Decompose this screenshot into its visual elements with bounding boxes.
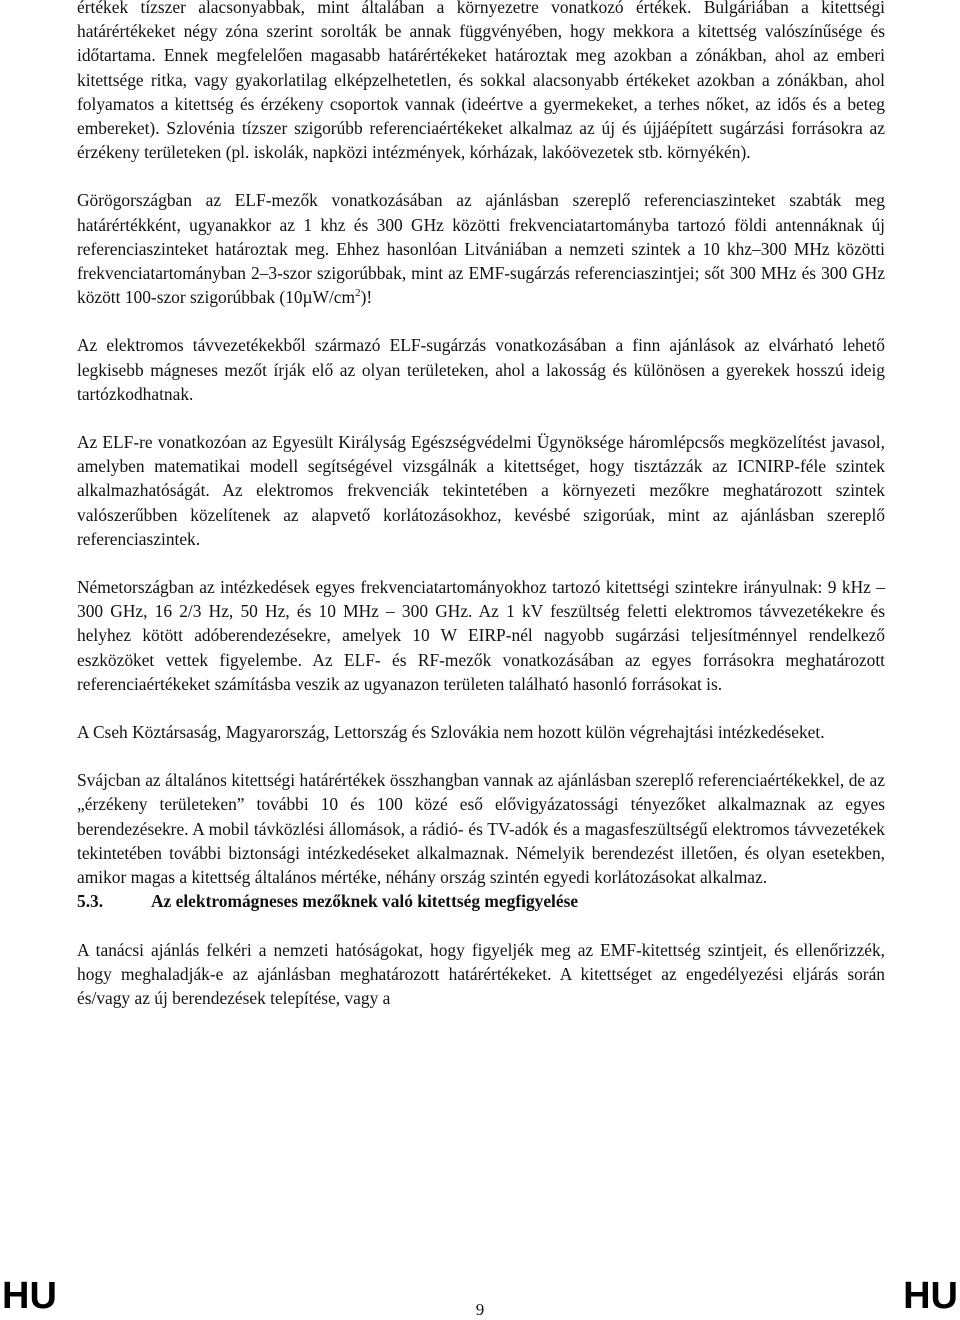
paragraph-united-kingdom: Az ELF-re vonatkozóan az Egyesült Királyság Egészségvédelmi Ügynöksége háromlépcsős megközelítést javasol, amelyben matematikai modell segítségével vizsgálnák a kitettséget, hogy tisztázzák az ICNIRP-féle szintek alkalmazhatóságát. Az elektromos frekvenciák tekintetében a környezeti mezőkre meghatározott szintek valószerűbben közelítenek az alapvető korlátozásokhoz, kevésbé szigorúak, mint az ajánlásban szereplő referenciaszintek.: [77, 432, 885, 549]
paragraph-bulgaria-slovenia: értékek tízszer alacsonyabbak, mint általában a környezetre vonatkozó értékek. Bulgáriában a kitettségi határértékeket négy zóna szerint sorolták be annak függvényében, hogy mekkora a kitettség valószínűsége és időtartama. Ennek megfelelően magasabb határértékeket határoztak meg azokban a zónákban, ahol az emberi kitettsége ritka, vagy gyakorlatilag elképzelhetetlen, és sokkal alacsonyabb értékeket azokban a zónákban, ahol folyamatos a kitettség és érzékeny csoportok vannak (ideértve a gyermekeket, a terhes nőket, az idős és a beteg embereket). Szlovénia tízszer szigorúbb referenciaértékeket alkalmaz az új és újjáépített sugárzási forrásokra az érzékeny területeken (pl. iskolák, napközi intézmények, kórházak, lakóövezetek stb. környékén).: [77, 0, 885, 163]
document-body: [77, 0, 885, 1010]
paragraph-greece-text: Görögországban az ELF-mezők vonatkozásában az ajánlásban szereplő referenciaszinteket szabták meg határértékként, ugyanakkor az 1 khz és 300 GHz közötti frekvenciatartományba tartozó földi antennáknak új referenciaszinteket határoztak meg. Ehhez hasonlóan Litvániában a nemzeti szintek a 10 khz–300 MHz közötti frekvenciatartományban 2–3-szor szigorúbbak, mint az EMF-sugárzás referenciaszintjei; sőt 300 MHz és 300 GHz között 100-szor szigorúbbak (10µW/cm: [77, 190, 885, 308]
paragraph-greece-end: )!: [360, 287, 373, 308]
footer-language-tag-right: HU: [903, 1275, 958, 1317]
page-number: 9: [475, 1300, 485, 1319]
paragraph-germany: Németországban az intézkedések egyes frekvenciatartományokhoz tartozó kitettségi szintekre irányulnak: 9 kHz – 300 GHz, 16 2/3 Hz, 50 Hz, és 10 MHz – 300 GHz. Az 1 kV feszültség feletti elektromos távvezetékekre és helyhez kötött adóberendezésekre, amelyek 10 W EIRP-nél nagyobb sugárzási teljesítménnyel rendelkező eszközöket vettek figyelembe. Az ELF- és RF-mezők vonatkozásában az egyes forrásokra meghatározott referenciaértékeket számításba veszik az ugyanazon területen található hasonló forrásokat is.: [77, 577, 885, 694]
superscript-exponent: 2: [355, 287, 361, 300]
paragraph-switzerland: Svájcban az általános kitettségi határértékek összhangban vannak az ajánlásban szereplő referenciaértékekkel, de az „érzékeny területeken” további 10 és 100 közé eső elővigyázatossági tényezőket alkalmaznak az egyes berendezésekre. A mobil távközlési állomások, a rádió- és TV-adók és a magasfeszültségű elektromos távvezetékek tekintetében további biztonsági intézkedéseket alkalmaznak. Némelyik berendezést illetően, és olyan esetekben, amikor magas a kitettség általános mértéke, néhány ország szintén egyedi korlátozásokat alkalmaz.: [77, 770, 885, 888]
section-heading: [77, 889, 885, 913]
paragraph-no-measures: A Cseh Köztársaság, Magyarország, Lettország és Szlovákia nem hozott külön végrehajtási intézkedéseket.: [77, 722, 825, 743]
paragraph-finland: Az elektromos távvezetékekből származó ELF-sugárzás vonatkozásában a finn ajánlások az elvárható lehető legkisebb mágneses mezőt írják elő az olyan területeken, ahol a lakosság és különösen a gyerekek hosszú ideig tartózkodhatnak.: [77, 335, 885, 404]
paragraph-monitoring: A tanácsi ajánlás felkéri a nemzeti hatóságokat, hogy figyeljék meg az EMF-kitettség szintjeit, és ellenőrizzék, hogy meghaladják-e az ajánlásban meghatározott határértékeket. A kitettséget az engedélyezési eljárás során és/vagy az új berendezések telepítése, vagy a: [77, 939, 885, 1008]
section-title: Az elektromágneses mezőknek való kitettség megfigyelése: [151, 891, 579, 912]
footer-language-tag-left: HU: [2, 1275, 57, 1317]
paragraph-greece-lithuania: [77, 188, 885, 309]
section-number: 5.3.: [77, 891, 104, 912]
